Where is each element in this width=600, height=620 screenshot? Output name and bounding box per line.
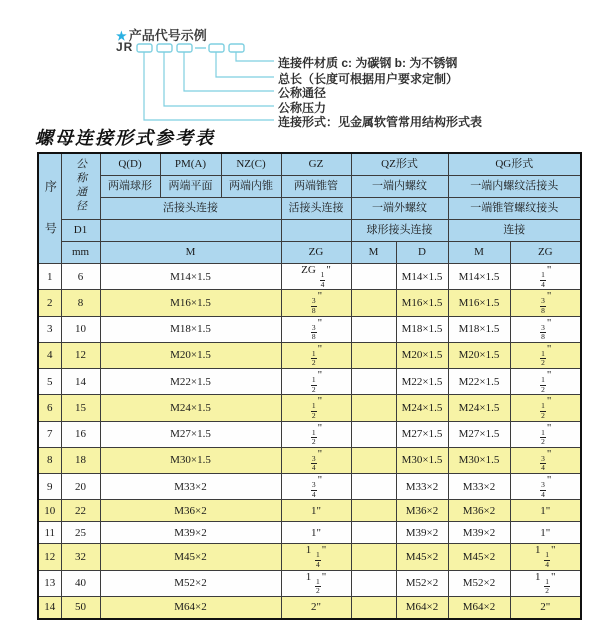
- star-icon: ★: [116, 29, 127, 43]
- fraction: $\frac{3}{8}$: [311, 322, 316, 342]
- callout-line-material: [236, 52, 274, 61]
- cell-qz-m: [351, 421, 396, 447]
- cell-qz-m: [351, 264, 396, 290]
- cell-serial: 4: [38, 342, 61, 368]
- code-box: [209, 44, 224, 52]
- cell-qz-d: M27×1.5: [396, 421, 448, 447]
- header-qz-connect: 球形接头连接: [351, 220, 448, 242]
- header-qg-m: M: [448, 242, 510, 264]
- table-row: [38, 369, 581, 395]
- header-qg-zg: ZG: [510, 242, 581, 264]
- table-title: 螺母连接形式参考表: [35, 128, 215, 148]
- code-prefix: JR: [116, 40, 134, 54]
- cell-qg-m: M27×1.5: [448, 421, 510, 447]
- fraction: $\frac{3}{4}$: [541, 480, 545, 499]
- cell-qz-d: M18×1.5: [396, 316, 448, 342]
- fraction: $\frac{1}{2}$: [541, 348, 545, 368]
- cell-qg-m: M52×2: [448, 570, 510, 596]
- table-row: [38, 264, 581, 290]
- cell-diameter-mm: 22: [61, 500, 100, 522]
- cell-gz-zg: $\frac{3}{4}$ ": [281, 447, 351, 473]
- nut-connection-table: [37, 152, 582, 620]
- cell-serial: 10: [38, 500, 61, 522]
- fraction: $\frac{3}{4}$: [311, 480, 316, 499]
- cell-qz-m: [351, 290, 396, 316]
- cell-qg-m: M36×2: [448, 500, 510, 522]
- header-union-main: 活接头连接: [100, 198, 281, 220]
- callout-line-length: [216, 52, 274, 77]
- table-row: [38, 342, 581, 368]
- cell-diameter-mm: 50: [61, 596, 100, 619]
- fraction: $\frac{3}{4}$: [311, 453, 316, 473]
- cell-serial: 6: [38, 395, 61, 421]
- cell-m-thread: M30×1.5: [100, 447, 281, 473]
- cell-qz-m: [351, 395, 396, 421]
- cell-gz-zg: $\frac{1}{2}$ ": [281, 369, 351, 395]
- fraction: $\frac{1}{2}$: [545, 576, 550, 596]
- cell-serial: 3: [38, 316, 61, 342]
- table-row: [38, 544, 581, 570]
- cell-qg-m: M16×1.5: [448, 290, 510, 316]
- cell-m-thread: M22×1.5: [100, 369, 281, 395]
- fraction: $\frac{1}{2}$: [541, 401, 545, 420]
- cell-qz-m: [351, 447, 396, 473]
- cell-serial: 7: [38, 421, 61, 447]
- cell-qz-m: [351, 342, 396, 368]
- cell-serial: 14: [38, 596, 61, 619]
- header-qg-code: QG形式: [448, 153, 581, 176]
- cell-m-thread: M20×1.5: [100, 342, 281, 368]
- cell-m-thread: M14×1.5: [100, 264, 281, 290]
- table-row: [38, 290, 581, 316]
- cell-qg-m: M14×1.5: [448, 264, 510, 290]
- header-gz-desc: 两端锥管: [281, 176, 351, 198]
- cell-gz-zg: $\frac{3}{4}$ ": [281, 474, 351, 500]
- cell-m-thread: M18×1.5: [100, 316, 281, 342]
- cell-m-thread: M36×2: [100, 500, 281, 522]
- cell-m-thread: M33×2: [100, 474, 281, 500]
- table-row: [38, 474, 581, 500]
- cell-qz-m: [351, 500, 396, 522]
- cell-diameter-mm: 15: [61, 395, 100, 421]
- cell-diameter-mm: 20: [61, 474, 100, 500]
- header-nz-desc: 两端内锥: [221, 176, 281, 198]
- table-row: [38, 500, 581, 522]
- cell-qg-zg: 1 $\frac{1}{2}$ ": [510, 570, 581, 596]
- cell-qz-m: [351, 522, 396, 544]
- table-row: [38, 522, 581, 544]
- cell-qg-zg: $\frac{3}{8}$ ": [510, 290, 581, 316]
- callout-line-diameter: [184, 52, 274, 91]
- header-diameter: 公称通径: [61, 153, 100, 220]
- cell-m-thread: M16×1.5: [100, 290, 281, 316]
- cell-qz-m: [351, 369, 396, 395]
- header-qz-d: D: [396, 242, 448, 264]
- cell-serial: 5: [38, 369, 61, 395]
- header-blank-gz: [281, 220, 351, 242]
- header-qz-desc1: 一端内螺纹: [351, 176, 448, 198]
- cell-qg-zg: $\frac{3}{8}$ ": [510, 316, 581, 342]
- cell-m-thread: M64×2: [100, 596, 281, 619]
- cell-qg-zg: $\frac{3}{4}$ ": [510, 447, 581, 473]
- cell-diameter-mm: 16: [61, 421, 100, 447]
- code-box: [229, 44, 244, 52]
- header-qz-code: QZ形式: [351, 153, 448, 176]
- cell-qg-m: M24×1.5: [448, 395, 510, 421]
- fraction: $\frac{1}{4}$: [545, 550, 550, 569]
- cell-gz-zg: 1 $\frac{1}{2}$ ": [281, 570, 351, 596]
- table-row: [38, 447, 581, 473]
- cell-serial: 8: [38, 447, 61, 473]
- cell-qg-zg: $\frac{1}{2}$ ": [510, 342, 581, 368]
- cell-qg-zg: 1 $\frac{1}{4}$ ": [510, 544, 581, 570]
- cell-qz-d: M36×2: [396, 500, 448, 522]
- header-d1: D1: [61, 220, 100, 242]
- cell-gz-zg: $\frac{1}{2}$ ": [281, 342, 351, 368]
- cell-gz-zg: $\frac{1}{2}$ ": [281, 421, 351, 447]
- header-zg: ZG: [281, 242, 351, 264]
- header-qg-desc1: 一端内螺纹活接头: [448, 176, 581, 198]
- cell-diameter-mm: 25: [61, 522, 100, 544]
- cell-diameter-mm: 10: [61, 316, 100, 342]
- table-row: [38, 395, 581, 421]
- callout-label-material: 连接件材质 c: 为碳钢 b: 为不锈钢: [278, 56, 458, 70]
- cell-diameter-mm: 40: [61, 570, 100, 596]
- header-mm: mm: [61, 242, 100, 264]
- cell-qz-d: M16×1.5: [396, 290, 448, 316]
- header-qz-m: M: [351, 242, 396, 264]
- fraction: $\frac{1}{2}$: [541, 375, 545, 394]
- cell-qz-d: M20×1.5: [396, 342, 448, 368]
- cell-qz-m: [351, 544, 396, 570]
- fraction: $\frac{1}{2}$: [311, 401, 316, 420]
- cell-qz-d: M22×1.5: [396, 369, 448, 395]
- cell-qg-m: M22×1.5: [448, 369, 510, 395]
- header-q-code: Q(D): [100, 153, 160, 176]
- fraction: $\frac{1}{2}$: [316, 576, 320, 596]
- cell-diameter-mm: 14: [61, 369, 100, 395]
- cell-gz-zg: 1": [281, 522, 351, 544]
- fraction: $\frac{1}{2}$: [311, 348, 316, 368]
- cell-diameter-mm: 8: [61, 290, 100, 316]
- cell-gz-zg: 1": [281, 500, 351, 522]
- cell-gz-zg: 2": [281, 596, 351, 619]
- table-row: [38, 316, 581, 342]
- table-row: [38, 570, 581, 596]
- code-box: [157, 44, 172, 52]
- cell-qg-m: M30×1.5: [448, 447, 510, 473]
- cell-qg-zg: $\frac{1}{4}$ ": [510, 264, 581, 290]
- fraction: $\frac{1}{4}$: [316, 550, 320, 569]
- header-serial: 序号: [38, 153, 61, 264]
- cell-qz-m: [351, 316, 396, 342]
- fraction: $\frac{1}{4}$: [320, 270, 325, 289]
- cell-diameter-mm: 32: [61, 544, 100, 570]
- cell-diameter-mm: 18: [61, 447, 100, 473]
- cell-qg-m: M64×2: [448, 596, 510, 619]
- fraction: $\frac{3}{8}$: [541, 322, 545, 342]
- cell-qz-d: M30×1.5: [396, 447, 448, 473]
- table-header: [38, 153, 581, 264]
- cell-qg-zg: 2": [510, 596, 581, 619]
- cell-diameter-mm: 12: [61, 342, 100, 368]
- cell-serial: 13: [38, 570, 61, 596]
- header-gz-code: GZ: [281, 153, 351, 176]
- header-qg-desc2: 一端锥管螺纹接头: [448, 198, 581, 220]
- table-row: [38, 596, 581, 619]
- cell-qg-zg: $\frac{1}{2}$ ": [510, 369, 581, 395]
- fraction: $\frac{1}{2}$: [541, 427, 545, 447]
- cell-qg-zg: $\frac{1}{2}$ ": [510, 395, 581, 421]
- cell-qz-m: [351, 474, 396, 500]
- header-qg-connect: 连接: [448, 220, 581, 242]
- callout-label-length: 总长（长度可根据用户要求定制）: [278, 72, 459, 86]
- cell-qg-m: M45×2: [448, 544, 510, 570]
- cell-serial: 9: [38, 474, 61, 500]
- diagram-title-text: 产品代号示例: [128, 28, 207, 43]
- cell-qz-d: M14×1.5: [396, 264, 448, 290]
- cell-serial: 12: [38, 544, 61, 570]
- cell-gz-zg: ZG $\frac{1}{4}$ ": [281, 264, 351, 290]
- callout-line-pressure: [164, 52, 274, 106]
- header-m: M: [100, 242, 281, 264]
- cell-m-thread: M52×2: [100, 570, 281, 596]
- cell-qz-d: M33×2: [396, 474, 448, 500]
- cell-qg-zg: $\frac{3}{4}$ ": [510, 474, 581, 500]
- cell-qg-m: M18×1.5: [448, 316, 510, 342]
- code-box: [177, 44, 192, 52]
- cell-m-thread: M24×1.5: [100, 395, 281, 421]
- cell-gz-zg: $\frac{3}{8}$ ": [281, 316, 351, 342]
- cell-serial: 1: [38, 264, 61, 290]
- cell-qg-zg: 1": [510, 500, 581, 522]
- header-pm-desc: 两端平面: [160, 176, 221, 198]
- header-blank-main: [100, 220, 281, 242]
- header-union-gz: 活接头连接: [281, 198, 351, 220]
- callout-label-diameter: 公称通径: [278, 86, 327, 100]
- cell-m-thread: M39×2: [100, 522, 281, 544]
- cell-qz-d: M39×2: [396, 522, 448, 544]
- header-qz-desc2: 一端外螺纹: [351, 198, 448, 220]
- cell-qz-d: M52×2: [396, 570, 448, 596]
- cell-gz-zg: $\frac{3}{8}$ ": [281, 290, 351, 316]
- cell-serial: 11: [38, 522, 61, 544]
- cell-qg-m: M39×2: [448, 522, 510, 544]
- header-pm-code: PM(A): [160, 153, 221, 176]
- fraction: $\frac{1}{4}$: [541, 270, 545, 289]
- header-nz-code: NZ(C): [221, 153, 281, 176]
- code-box: [137, 44, 152, 52]
- cell-qg-zg: $\frac{1}{2}$ ": [510, 421, 581, 447]
- callout-label-form: 连接形式：见金属软管常用结构形式表: [278, 115, 483, 129]
- table-body: [38, 264, 581, 619]
- cell-gz-zg: $\frac{1}{2}$ ": [281, 395, 351, 421]
- fraction: $\frac{1}{2}$: [311, 427, 316, 447]
- cell-gz-zg: 1 $\frac{1}{4}$ ": [281, 544, 351, 570]
- cell-qz-d: M24×1.5: [396, 395, 448, 421]
- cell-serial: 2: [38, 290, 61, 316]
- fraction: $\frac{3}{8}$: [311, 296, 316, 315]
- fraction: $\frac{3}{8}$: [541, 296, 545, 315]
- callout-label-pressure: 公称压力: [278, 101, 327, 115]
- fraction: $\frac{1}{2}$: [311, 375, 316, 394]
- fraction: $\frac{3}{4}$: [541, 453, 545, 473]
- cell-m-thread: M27×1.5: [100, 421, 281, 447]
- cell-qz-m: [351, 596, 396, 619]
- cell-qg-zg: 1": [510, 522, 581, 544]
- cell-diameter-mm: 6: [61, 264, 100, 290]
- cell-qz-d: M45×2: [396, 544, 448, 570]
- table-row: [38, 421, 581, 447]
- cell-m-thread: M45×2: [100, 544, 281, 570]
- cell-qg-m: M33×2: [448, 474, 510, 500]
- header-q-desc: 两端球形: [100, 176, 160, 198]
- cell-qz-d: M64×2: [396, 596, 448, 619]
- cell-qz-m: [351, 570, 396, 596]
- cell-qg-m: M20×1.5: [448, 342, 510, 368]
